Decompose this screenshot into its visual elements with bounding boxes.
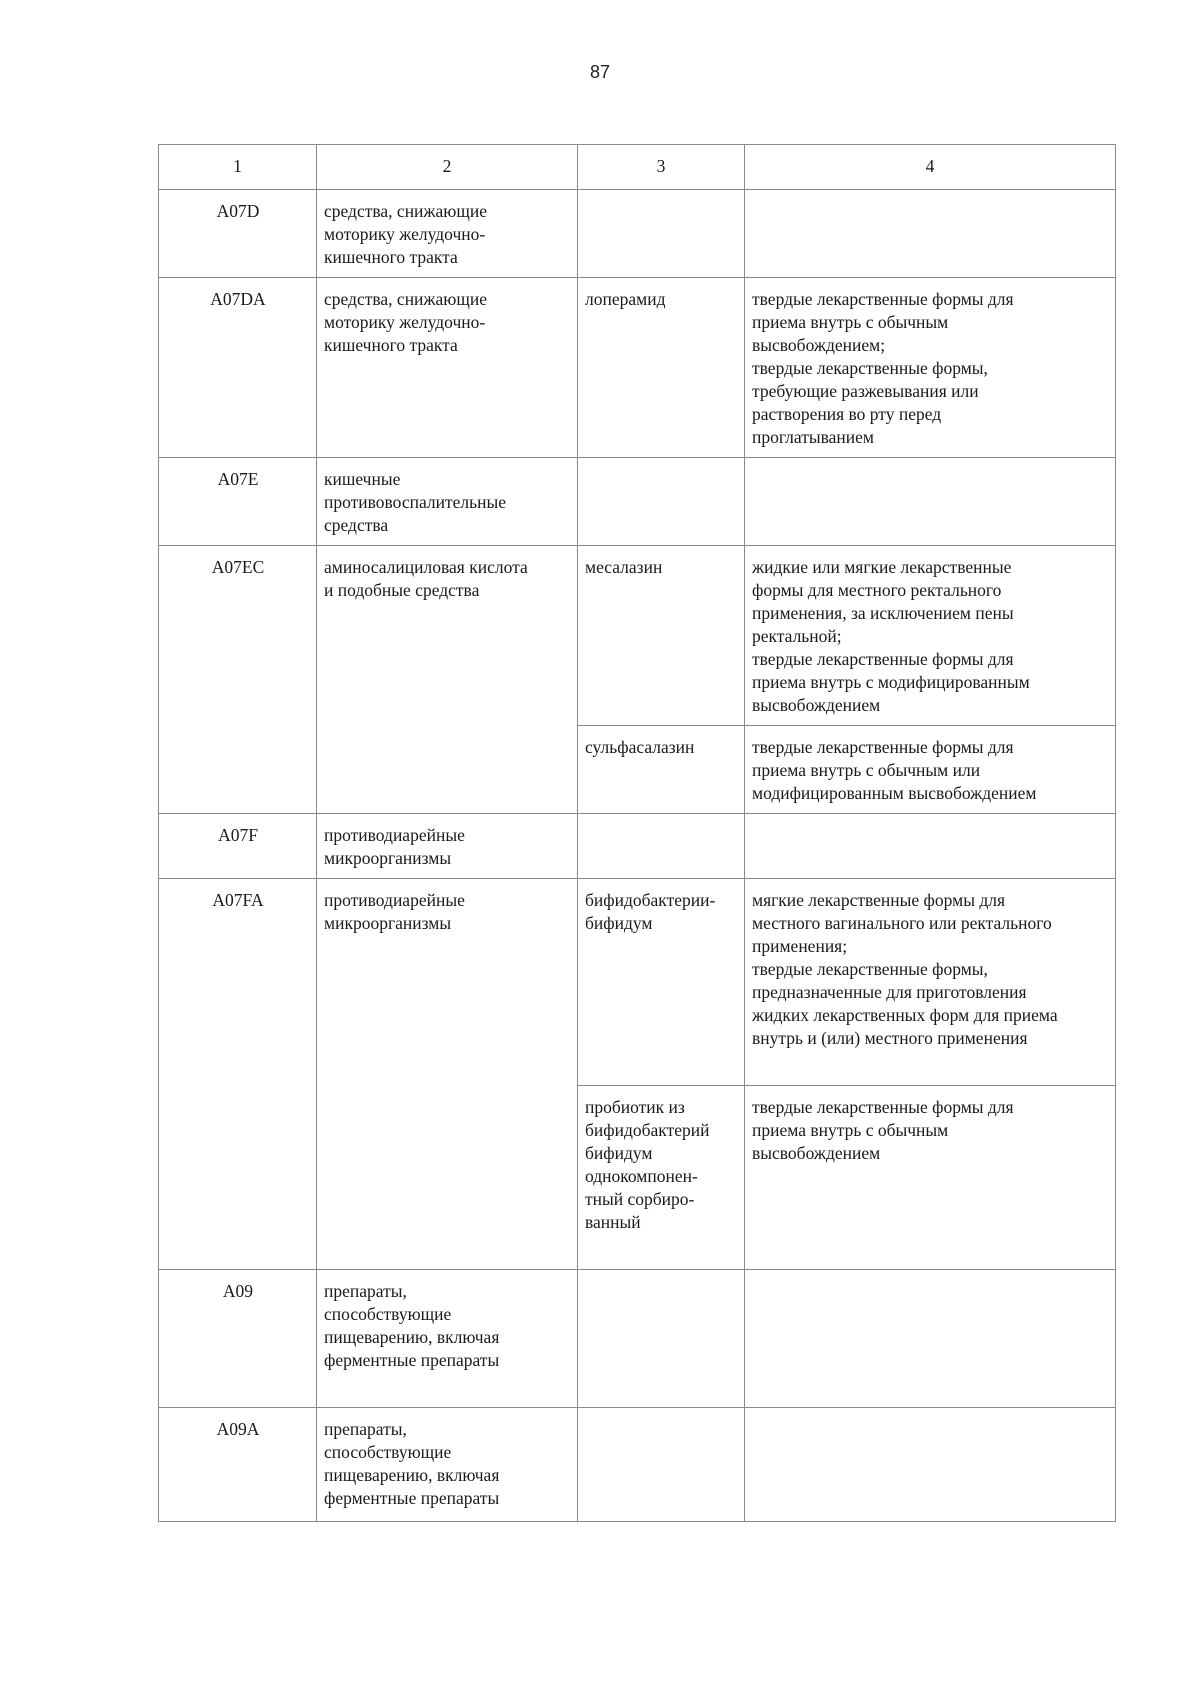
table-row [159, 278, 1116, 458]
header-col-1: 1 [159, 145, 317, 190]
table-row [159, 814, 1116, 879]
group-cell: препараты, способствующие пищеварению, включая ферментные препараты [317, 1408, 578, 1522]
atc-code-cell: A09A [159, 1408, 317, 1522]
atc-code-cell: A07E [159, 458, 317, 546]
atc-code-cell: A07EC [159, 546, 317, 814]
dosage-forms-cell: мягкие лекарственные формы для местного вагинального или ректального применения; твердые лекарственные формы, предназначенные для приготовления жидких лекарственных форм для приема внутрь и (или) местного применения [745, 879, 1116, 1086]
drug-table [158, 144, 1116, 1522]
dosage-forms-cell [745, 458, 1116, 546]
table-row [159, 190, 1116, 278]
group-cell: средства, снижающие моторику желудочно- кишечного тракта [317, 190, 578, 278]
table-row [159, 1270, 1116, 1408]
atc-code-cell: A09 [159, 1270, 317, 1408]
dosage-forms-cell [745, 190, 1116, 278]
atc-code-cell: A07FA [159, 879, 317, 1270]
header-col-2: 2 [317, 145, 578, 190]
group-cell: противодиарейные микроорганизмы [317, 879, 578, 1270]
header-col-3: 3 [578, 145, 745, 190]
dosage-forms-cell: твердые лекарственные формы для приема внутрь с обычным высвобождением [745, 1086, 1116, 1270]
drug-name-cell [578, 458, 745, 546]
drug-name-cell: лоперамид [578, 278, 745, 458]
atc-code-cell: A07DA [159, 278, 317, 458]
dosage-forms-cell: твердые лекарственные формы для приема внутрь с обычным высвобождением; твердые лекарственные формы, требующие разжевывания или растворения во рту перед проглатыванием [745, 278, 1116, 458]
group-cell: противодиарейные микроорганизмы [317, 814, 578, 879]
header-col-4: 4 [745, 145, 1116, 190]
page-number: 87 [589, 62, 611, 82]
drug-name-cell [578, 1408, 745, 1522]
drug-name-cell: месалазин [578, 546, 745, 726]
dosage-forms-cell [745, 814, 1116, 879]
table-row [159, 1408, 1116, 1522]
table-row [159, 879, 1116, 1086]
group-cell: аминосалициловая кислота и подобные средства [317, 546, 578, 814]
dosage-forms-cell: твердые лекарственные формы для приема внутрь с обычным или модифицированным высвобождением [745, 726, 1116, 814]
table-row [159, 458, 1116, 546]
dosage-forms-cell [745, 1408, 1116, 1522]
drug-name-cell: пробиотик из бифидобактерий бифидум однокомпонен- тный сорбиро- ванный [578, 1086, 745, 1270]
dosage-forms-cell [745, 1270, 1116, 1408]
drug-name-cell [578, 1270, 745, 1408]
atc-code-cell: A07D [159, 190, 317, 278]
dosage-forms-cell: жидкие или мягкие лекарственные формы для местного ректального применения, за исключением пены ректальной; твердые лекарственные формы для приема внутрь с модифицированным высвобождением [745, 546, 1116, 726]
drug-name-cell [578, 814, 745, 879]
group-cell: средства, снижающие моторику желудочно- кишечного тракта [317, 278, 578, 458]
table-row [159, 546, 1116, 726]
drug-name-cell: сульфасалазин [578, 726, 745, 814]
atc-code-cell: A07F [159, 814, 317, 879]
group-cell: кишечные противовоспалительные средства [317, 458, 578, 546]
group-cell: препараты, способствующие пищеварению, включая ферментные препараты [317, 1270, 578, 1408]
drug-name-cell: бифидобактерии- бифидум [578, 879, 745, 1086]
drug-name-cell [578, 190, 745, 278]
table-header-row [159, 145, 1116, 190]
